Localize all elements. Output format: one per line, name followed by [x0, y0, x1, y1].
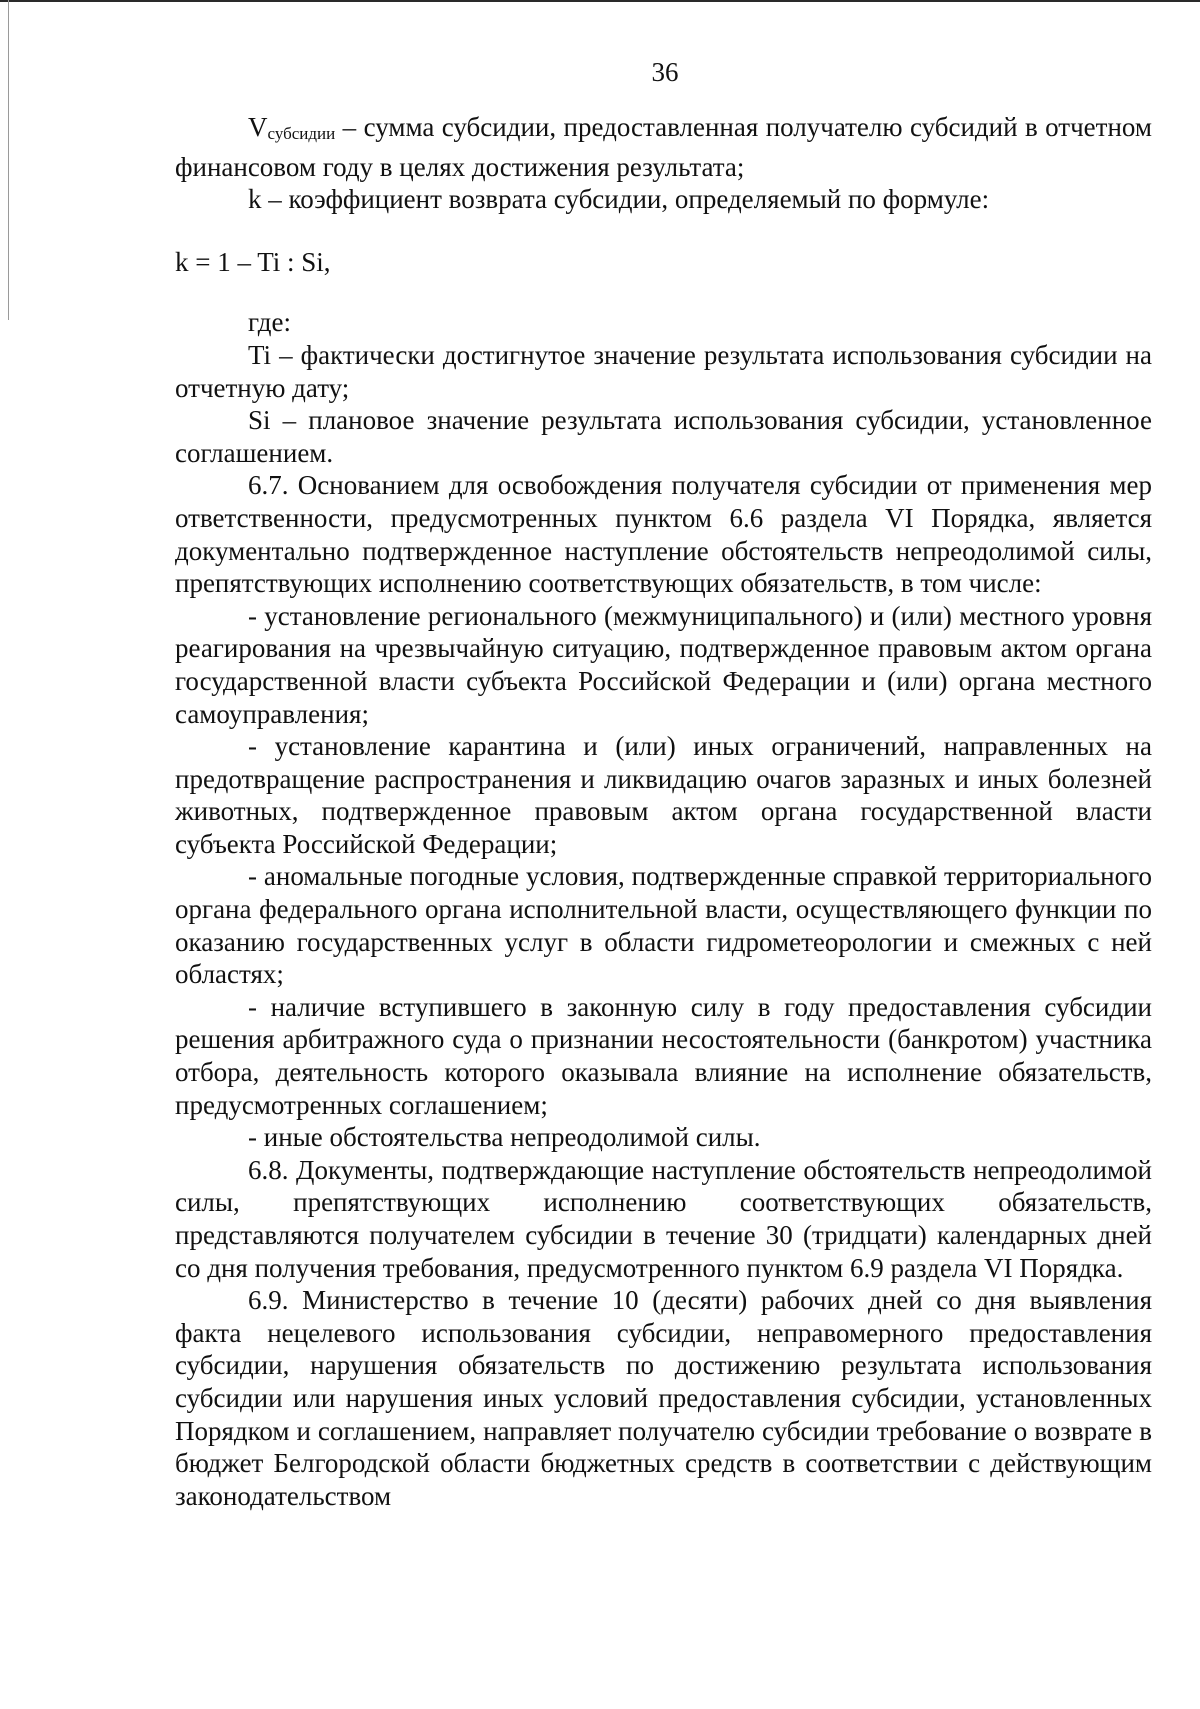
paragraph-k-definition: k – коэффициент возврата субсидии, определяемый по формуле:	[248, 184, 990, 215]
paragraph-6-9: 6.9. Министерство в течение 10 (десяти) рабочих дней со дня выявления факта нецелевого использования субсидии, неправомерного предоставления субсидии, нарушения обязательств по достижению результата использования субсидии или нарушения иных условий предоставления субсидии, установленных Порядком и соглашением, направляет получателю субсидии требование о возврате в бюджет Белгородской области бюджетных средств в соответствии с действующим законодательством	[175, 1285, 1152, 1511]
symbol-v: V	[248, 112, 268, 142]
paragraph-ti-definition: Ti – фактически достигнутое значение результата использования субсидии на отчетную дату;	[175, 339, 1152, 403]
list-item-other-force-majeure: - иные обстоятельства непреодолимой силы.	[248, 1122, 761, 1153]
paragraph-6-7: 6.7. Основанием для освобождения получателя субсидии от применения мер ответственности, предусмотренных пунктом 6.6 раздела VI Порядка, является документально подтвержденное наступление обстоятельств непреодолимой силы, препятствующих исполнению соответствующих обязательств, в том числе:	[175, 470, 1152, 599]
paragraph-6-8: 6.8. Документы, подтверждающие наступление обстоятельств непреодолимой силы, препятствующих исполнению соответствующих обязательств, представляются получателем субсидии в течение 30 (тридцати) календарных дней со дня получения требования, предусмотренного пунктом 6.9 раздела VI Порядка.	[175, 1154, 1152, 1283]
list-item-regional-emergency: - установление регионального (межмуниципального) и (или) местного уровня реагирования на чрезвычайную ситуацию, подтвержденное правовым актом органа государственной власти субъекта Российской Федерации и (или) органа местного самоуправления;	[175, 600, 1152, 729]
scan-top-edge	[0, 0, 1200, 2]
paragraph-v-subsidy	[175, 111, 1152, 183]
symbol-v-subscript: субсидии	[267, 124, 336, 143]
page-number: 36	[651, 57, 679, 87]
list-item-weather: - аномальные погодные условия, подтвержденные справкой территориального органа федерального органа исполнительной власти, осуществляющего функции по оказанию государственных услуг в области гидрометеорологии и смежных с ней областях;	[175, 861, 1152, 990]
scan-left-edge	[8, 0, 9, 320]
list-item-bankruptcy: - наличие вступившего в законную силу в году предоставления субсидии решения арбитражного суда о признании несостоятельности (банкротом) участника отбора, деятельность которого оказывала влияние на исполнение обязательств, предусмотренных соглашением;	[175, 991, 1152, 1120]
paragraph-si-definition: Si – плановое значение результата использования субсидии, установленное соглашением.	[175, 405, 1152, 468]
document-body	[175, 111, 1152, 1512]
formula-k: k = 1 – Ti : Si,	[175, 246, 331, 277]
paragraph-where: где:	[248, 307, 291, 338]
paragraph-v-subsidy-text: – сумма субсидии, предоставленная получателю субсидий в отчетном финансовом году в целях достижения результата;	[175, 112, 1152, 182]
list-item-quarantine: - установление карантина и (или) иных ограничений, направленных на предотвращение распространения и ликвидацию очагов заразных и иных болезней животных, подтвержденное правовым актом органа государственной власти субъекта Российской Федерации;	[175, 731, 1152, 859]
